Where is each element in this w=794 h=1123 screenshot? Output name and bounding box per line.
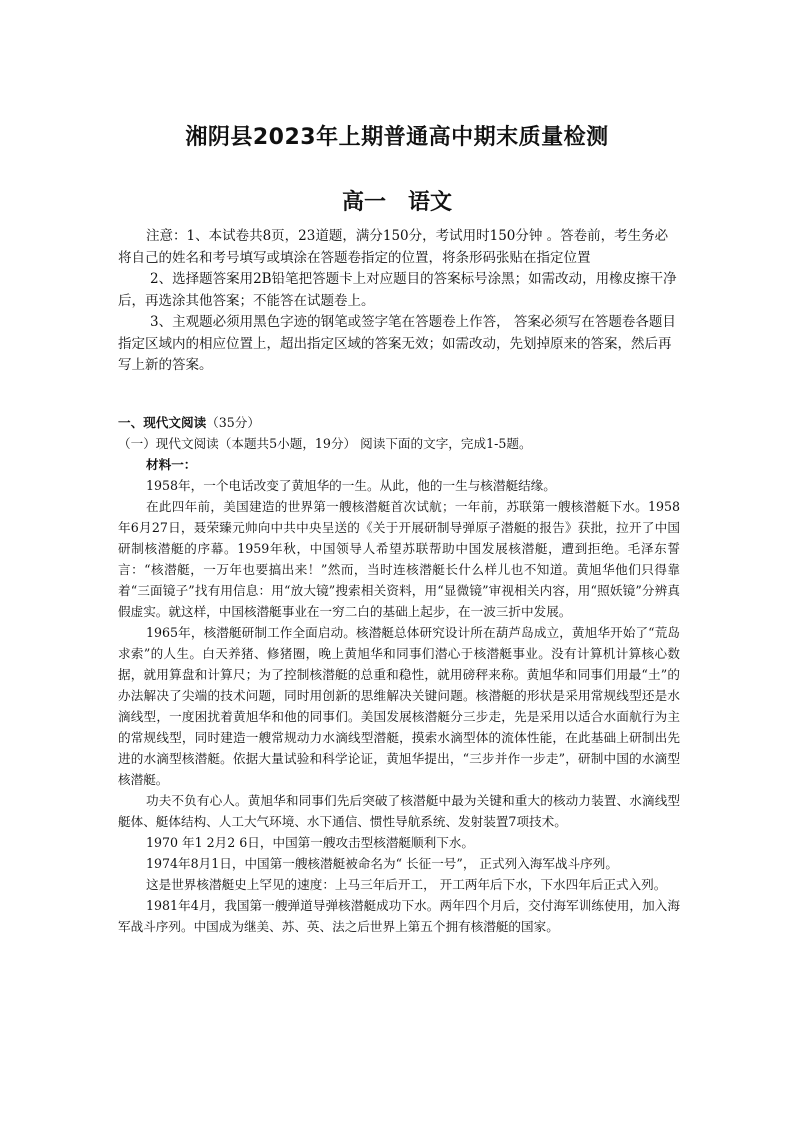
paragraph: 这是世界核潜艇史上罕见的速度：上马三年后开工， 开工两年后下水，下水四年后正式入列。 bbox=[146, 877, 667, 892]
paragraph: 在此四年前，美国建造的世界第一艘核潜艇首次试航；一年前，苏联第一艘核潜艇下水。1958年6月27日，聂荣臻元帅向中共中央呈送的《关于开展研制导弹原子潜艇的报告》获批，拉开了中国研制核潜艇的序幕。1959年秋，中国领导人希望苏联帮助中国发展核潜艇，遭到拒绝。毛泽东誓言：“核潜艇，一万年也要搞出来！”然而，当时连核潜艇长什么样儿也不知道。黄旭华他们只得靠着“三面镜子”找有用信息：用“放大镜”搜索相关资料，用“显微镜”审视相关内容，用“照妖镜”分辨真假虚实。就这样，中国核潜艇事业在一穷二白的基础上起步，在一波三折中发展。 bbox=[118, 499, 680, 619]
exam-subtitle: 高一 语文 bbox=[341, 190, 452, 215]
paragraph: 1958年，一个电话改变了黄旭华的一生。从此，他的一生与核潜艇结缘。 bbox=[146, 478, 556, 493]
paragraph: 1974年8月1日，中国第一艘核潜艇被命名为“ 长征一号”， 正式列入海军战斗序列。 bbox=[146, 856, 618, 871]
exam-title: 湘阴县2023年上期普通高中期末质量检测 bbox=[185, 125, 609, 150]
paragraph: 1981年4月，我国第一艘弹道导弹核潜艇成功下水。两年四个月后，交付海军训练使用，加入海军战斗序列。中国成为继美、苏、英、法之后世界上第五个拥有核潜艇的国家。 bbox=[118, 898, 680, 934]
subsection-title: 现代文阅读 bbox=[155, 436, 219, 451]
subsection-heading bbox=[118, 433, 680, 454]
notice-item-3: 3、主观题必须用黑色字迹的钢笔或签字笔在答题卷上作答， 答案必须写在答题卷各题目指定区域内的相应位置上，超出指定区域的答案无效；如需改动，先划掉原来的答案，然后再写上新的答案。 bbox=[118, 314, 676, 373]
subsection-instruction: （本题共5小题，19分） 阅读下面的文字，完成1-5题。 bbox=[218, 436, 532, 451]
section-heading bbox=[118, 412, 680, 433]
paragraph: 1965年，核潜艇研制工作全面启动。核潜艇总体研究设计所在葫芦岛成立，黄旭华开始了“荒岛求索”的人生。白天养猪、修猪圈，晚上黄旭华和同事们潜心于核潜艇事业。没有计算机计算核心数据，就用算盘和计算尺；为了控制核潜艇的总重和稳性，就用磅秤来称。黄旭华和同事们用最“土”的办法解决了尖端的技术问题，同时用创新的思维解决关键问题。核潜艇的形状是采用常规线型还是水滴线型，一度困扰着黄旭华和他的同事们。美国发展核潜艇分三步走，先是采用以适合水面航行为主的常规线型，同时建造一艘常规动力水滴线型潜艇，摸索水滴型体的流体性能，在此基础上研制出先进的水滴型核潜艇。依据大量试验和科学论证，黄旭华提出，“三步并作一步走”，研制中国的水滴型核潜艇。 bbox=[118, 625, 680, 787]
reading-section bbox=[118, 412, 680, 937]
paragraph: 1970 年1 2月2 6日，中国第一艘攻击型核潜艇顺利下水。 bbox=[146, 835, 474, 850]
notice-item-2: 2、选择题答案用2B铅笔把答题卡上对应题目的答案标号涂黑；如需改动，用橡皮擦干净后，再选涂其他答案；不能答在试题卷上。 bbox=[118, 271, 677, 309]
subsection-prefix: （一） bbox=[118, 436, 156, 451]
exam-notice bbox=[118, 226, 678, 377]
section-heading-text: 一、现代文阅读 bbox=[118, 415, 207, 430]
section-score: （35分） bbox=[206, 415, 260, 430]
paragraph: 功夫不负有心人。黄旭华和同事们先后突破了核潜艇中最为关键和重大的核动力装置、水滴线型艇体、艇体结构、人工大气环境、水下通信、惯性导航系统、发射装置7项技术。 bbox=[118, 793, 680, 829]
notice-item-1: 注意：1、本试卷共8页，23道题，满分150分，考试用时150分钟 。答卷前，考生务必将自己的姓名和考号填写或填涂在答题卷指定的位置，将条形码张贴在指定位置 bbox=[118, 228, 669, 266]
material-label: 材料一： bbox=[146, 457, 197, 472]
